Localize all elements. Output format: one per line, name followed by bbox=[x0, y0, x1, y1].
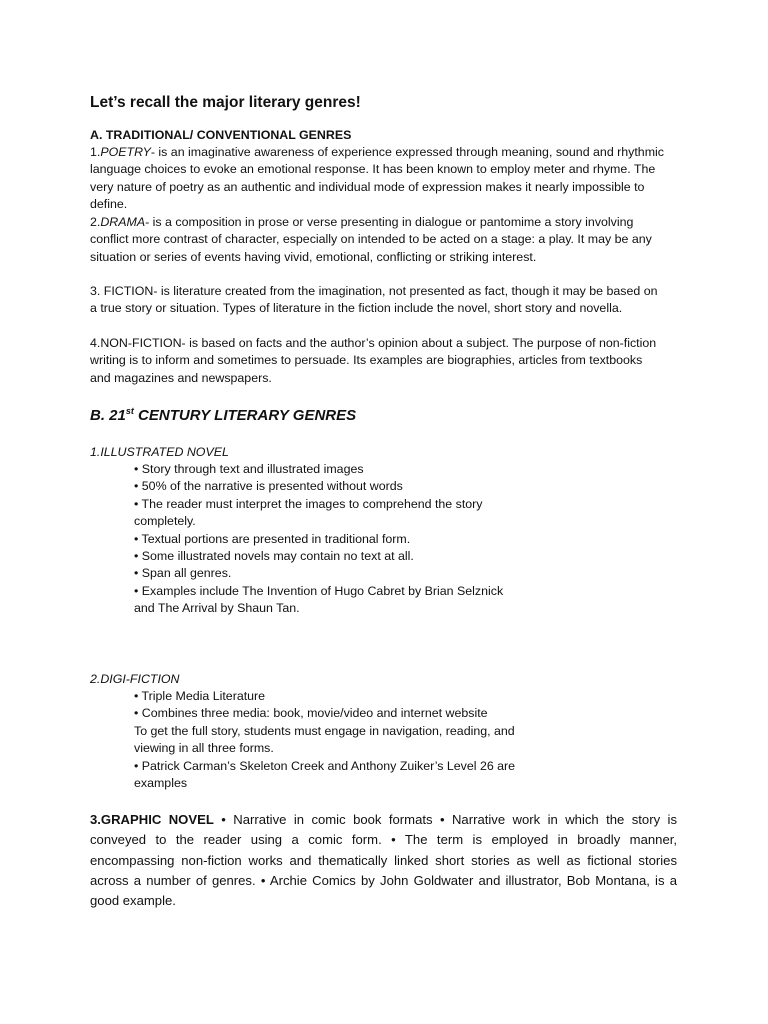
list-item: • Patrick Carman’s Skeleton Creek and Anthony Zuiker’s Level 26 are bbox=[134, 758, 516, 773]
poetry-line-4: define. bbox=[90, 197, 128, 212]
poetry-number: 1. bbox=[90, 145, 101, 159]
drama-text: - is a composition in prose or verse presenting in dialogue or pantomime a story involving bbox=[145, 215, 634, 229]
poetry-text: - is an imaginative awareness of experience expressed through meaning, sound and rhythmic bbox=[150, 145, 664, 159]
poetry-line-1 bbox=[90, 144, 664, 161]
illustrated-novel-list bbox=[134, 461, 503, 618]
graphic-novel-paragraph bbox=[90, 810, 677, 911]
graphic-novel-line-2: conveyed to the reader using a comic form. • The term is employed in broadly manner, bbox=[90, 832, 677, 848]
section-b-heading bbox=[90, 405, 356, 427]
graphic-novel-line-5: good example. bbox=[90, 893, 176, 909]
graphic-novel-line-3: encompassing non-fiction works and thematically linked short stories as well as fictional stories bbox=[90, 852, 677, 868]
digi-fiction-heading: 2.DIGI-FICTION bbox=[90, 672, 180, 686]
list-item: examples bbox=[134, 776, 188, 791]
list-item: • Some illustrated novels may contain no text at all. bbox=[134, 549, 414, 564]
poetry-paragraph bbox=[90, 144, 664, 214]
list-item: • Examples include The Invention of Hugo Cabret by Brian Selznick bbox=[134, 583, 504, 598]
poetry-line-2: language choices to evoke an emotional response. It has been known to employ meter and rhyme. The bbox=[90, 162, 656, 177]
graphic-novel-line-1 bbox=[90, 810, 677, 830]
fiction-line-2: a true story or situation. Types of literature in the fiction include the novel, short story and novella. bbox=[90, 301, 623, 316]
list-item: • Combines three media: book, movie/video and internet website bbox=[134, 706, 488, 721]
drama-line-2: conflict more contrast of character, especially on intended to be acted on a stage: a play. It may be any bbox=[90, 232, 652, 247]
section-a-heading: A. TRADITIONAL/ CONVENTIONAL GENRES bbox=[90, 128, 352, 142]
nonfiction-line-2: writing is to inform and sometimes to persuade. Its examples are biographies, articles from textbooks bbox=[90, 353, 643, 368]
list-item: • Triple Media Literature bbox=[134, 689, 266, 703]
list-item: and The Arrival by Shaun Tan. bbox=[134, 601, 300, 616]
graphic-novel-text: • Narrative in comic book formats • Narrative work in which the story is bbox=[213, 812, 678, 827]
fiction-line-1: 3. FICTION- is literature created from the imagination, not presented as fact, though it may be based on bbox=[90, 284, 658, 298]
drama-term: DRAMA bbox=[100, 215, 146, 229]
fiction-paragraph bbox=[90, 283, 658, 318]
digi-fiction-list bbox=[134, 688, 515, 792]
drama-number: 2. bbox=[90, 215, 101, 229]
illustrated-novel-heading: 1.ILLUSTRATED NOVEL bbox=[90, 445, 229, 459]
graphic-novel-line-4: across a number of genres. • Archie Comics by John Goldwater and illustrator, Bob Montana, is a bbox=[90, 872, 677, 888]
list-item: • 50% of the narrative is presented without words bbox=[134, 479, 403, 494]
list-item: • The reader must interpret the images to comprehend the story bbox=[134, 496, 483, 511]
drama-line-3: situation or series of events having vivid, emotional, conflicting or striking interest. bbox=[90, 249, 537, 264]
section-b-suffix: CENTURY LITERARY GENRES bbox=[133, 407, 357, 424]
page-title: Let’s recall the major literary genres! bbox=[90, 94, 361, 111]
list-item: viewing in all three forms. bbox=[134, 741, 274, 756]
nonfiction-line-3: and magazines and newspapers. bbox=[90, 370, 272, 385]
section-b-prefix: B. 21 bbox=[90, 407, 126, 424]
list-item: completely. bbox=[134, 514, 196, 529]
nonfiction-paragraph bbox=[90, 335, 656, 387]
nonfiction-line-1: 4.NON-FICTION- is based on facts and the author’s opinion about a subject. The purpose of non-fiction bbox=[90, 336, 657, 350]
section-b-superscript: st bbox=[125, 406, 134, 416]
list-item: To get the full story, students must engage in navigation, reading, and bbox=[134, 723, 515, 738]
poetry-term: POETRY bbox=[100, 145, 151, 159]
list-item: • Story through text and illustrated images bbox=[134, 462, 364, 476]
drama-paragraph bbox=[90, 214, 652, 266]
graphic-novel-heading: 3.GRAPHIC NOVEL bbox=[90, 812, 214, 827]
drama-line-1 bbox=[90, 214, 652, 231]
list-item: • Textual portions are presented in traditional form. bbox=[134, 531, 411, 546]
list-item: • Span all genres. bbox=[134, 566, 232, 581]
poetry-line-3: very nature of poetry as an authentic and individual mode of expression makes it nearly impossible to bbox=[90, 179, 645, 194]
